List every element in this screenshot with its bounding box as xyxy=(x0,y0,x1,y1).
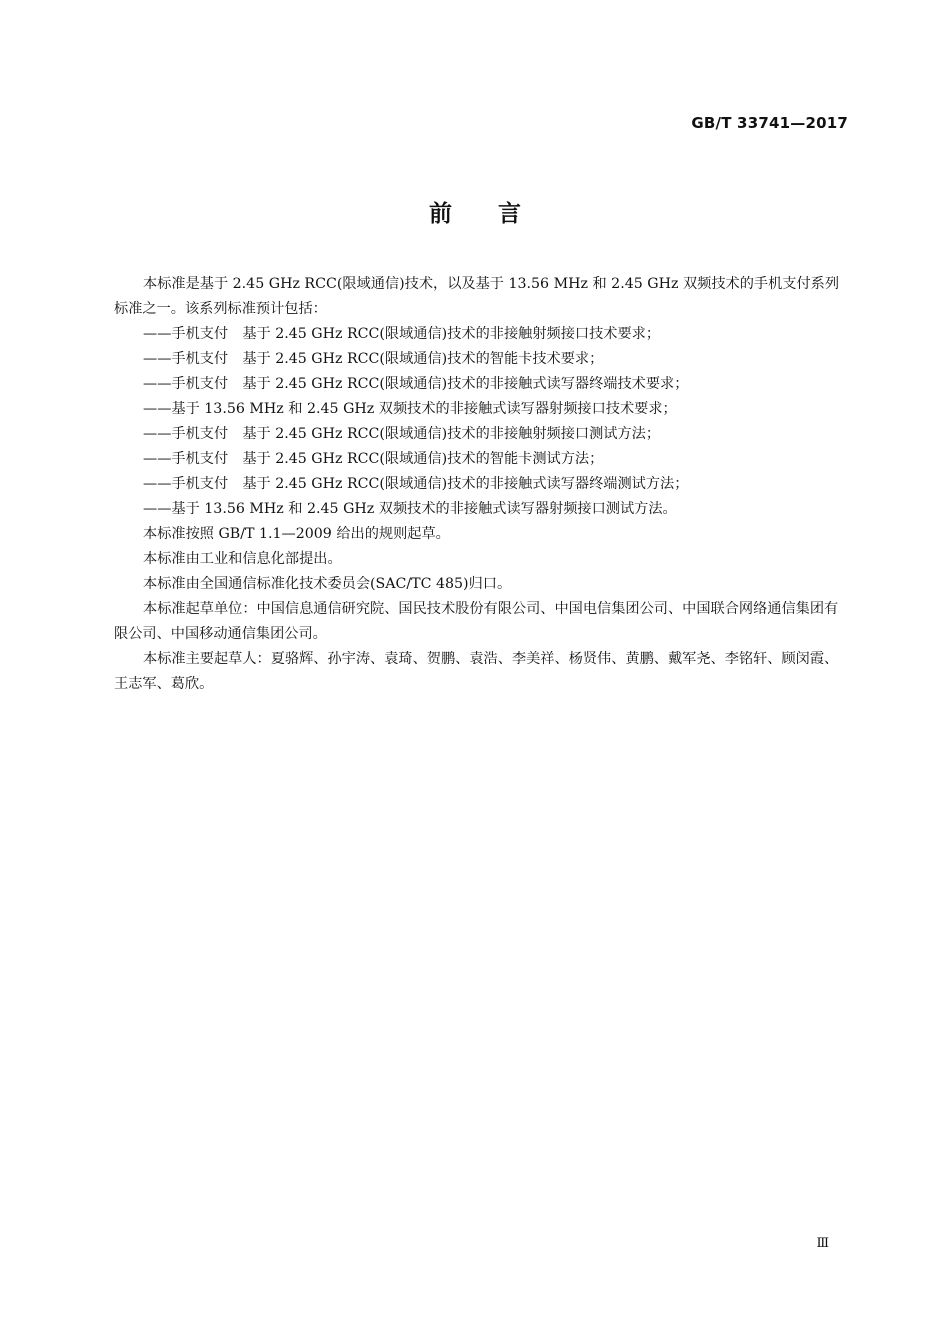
managed-by-paragraph: 本标准由全国通信标准化技术委员会(SAC/TC 485)归口。 xyxy=(143,576,512,592)
drafting-units-paragraph: 本标准起草单位：中国信息通信研究院、国民技术股份有限公司、中国电信集团公司、中国联合网络通信集团有限公司、中国移动通信集团公司。 xyxy=(114,601,839,642)
page-number: Ⅲ xyxy=(816,1236,829,1251)
list-item: ——手机支付 基于 2.45 GHz RCC(限域通信)技术的非接触射频接口技术要求； xyxy=(143,326,661,342)
proposed-by-paragraph: 本标准由工业和信息化部提出。 xyxy=(143,551,342,567)
list-item: ——基于 13.56 MHz 和 2.45 GHz 双频技术的非接触式读写器射频接口测试方法。 xyxy=(143,501,677,517)
list-item: ——手机支付 基于 2.45 GHz RCC(限域通信)技术的非接触射频接口测试方法； xyxy=(143,426,661,442)
list-item: ——手机支付 基于 2.45 GHz RCC(限域通信)技术的智能卡测试方法； xyxy=(143,451,604,467)
list-item: ——手机支付 基于 2.45 GHz RCC(限域通信)技术的非接触式读写器终端测试方法； xyxy=(143,476,689,492)
list-item: ——基于 13.56 MHz 和 2.45 GHz 双频技术的非接触式读写器射频接口技术要求； xyxy=(143,401,677,417)
list-item: ——手机支付 基于 2.45 GHz RCC(限域通信)技术的智能卡技术要求； xyxy=(143,351,604,367)
list-item: ——手机支付 基于 2.45 GHz RCC(限域通信)技术的非接触式读写器终端技术要求； xyxy=(143,376,689,392)
document-body xyxy=(114,272,850,697)
standard-code: GB/T 33741—2017 xyxy=(691,114,848,132)
page-title: 前言 xyxy=(429,201,567,227)
drafters-paragraph: 本标准主要起草人：夏骆辉、孙宇涛、袁琦、贺鹏、袁浩、李美祥、杨贤伟、黄鹏、戴军尧、李铭轩、顾闵霞、王志军、葛欣。 xyxy=(114,651,839,692)
intro-paragraph: 本标准是基于 2.45 GHz RCC(限域通信)技术，以及基于 13.56 MHz 和 2.45 GHz 双频技术的手机支付系列标准之一。该系列标准预计包括： xyxy=(114,276,840,317)
rules-paragraph: 本标准按照 GB/T 1.1—2009 给出的规则起草。 xyxy=(143,526,450,542)
